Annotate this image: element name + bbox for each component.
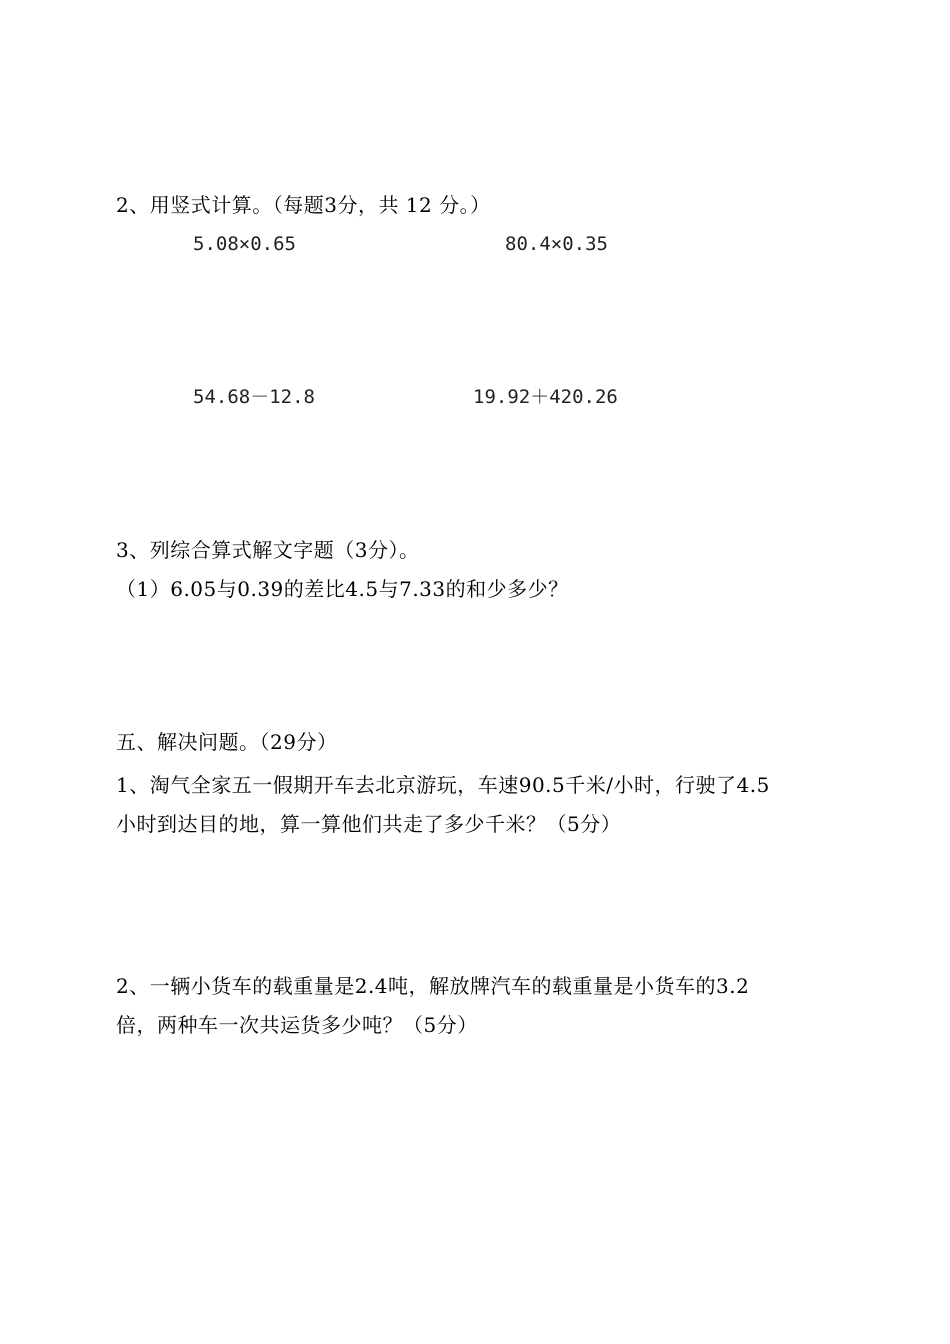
expression-2: 80.4×0.35 — [505, 233, 608, 255]
q3-item-1: （1）6.05与0.39的差比4.5与7.33的和少多少？ — [116, 577, 569, 601]
problem2-line2: 倍，两种车一次共运货多少吨？（5分） — [116, 1013, 478, 1037]
problem1-line2: 小时到达目的地，算一算他们共走了多少千米？（5分） — [116, 812, 622, 836]
problem1-line1: 1、淘气全家五一假期开车去北京游玩，车速90.5千米/小时，行驶了4.5 — [116, 773, 770, 797]
expression-3: 54.68－12.8 — [193, 386, 315, 408]
q3-heading: 3、列综合算式解文字题（3分）。 — [116, 538, 420, 562]
section5-heading: 五、解决问题。（29分） — [116, 730, 338, 754]
q2-heading: 2、用竖式计算。（每题3分，共 12 分。） — [116, 193, 491, 217]
expression-1: 5.08×0.65 — [193, 233, 296, 255]
expression-4: 19.92＋420.26 — [473, 386, 618, 408]
problem2-line1: 2、一辆小货车的载重量是2.4吨，解放牌汽车的载重量是小货车的3.2 — [116, 974, 750, 998]
